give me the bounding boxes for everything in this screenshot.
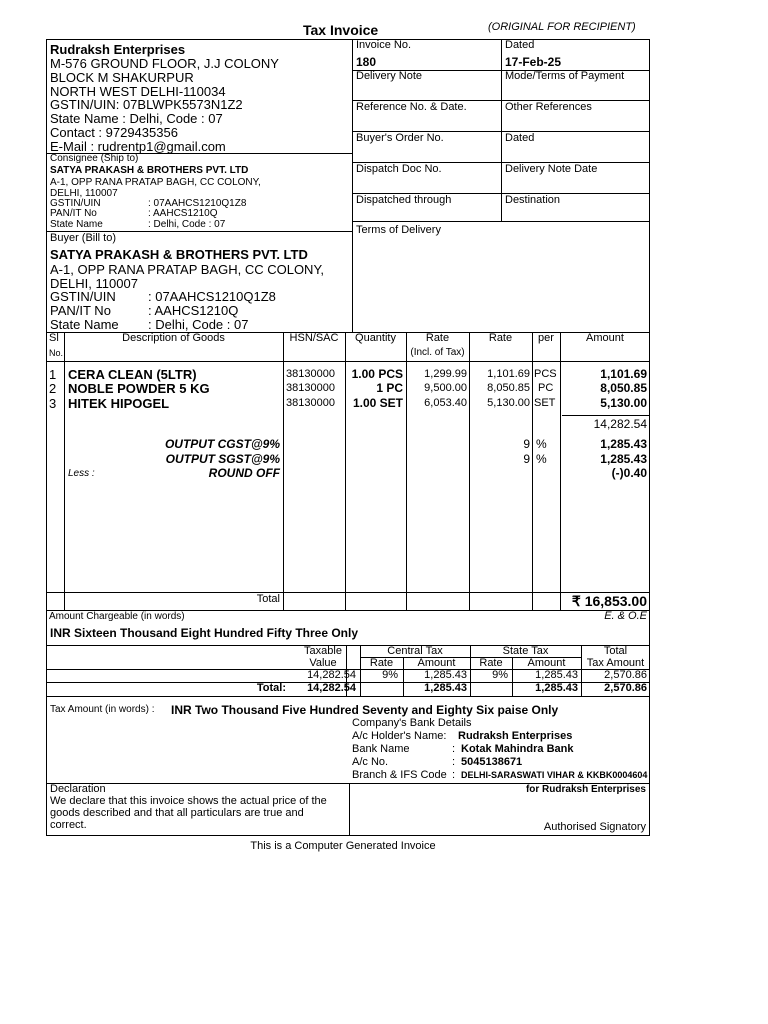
item-description: NOBLE POWDER 5 KG bbox=[68, 381, 210, 396]
taxable-header: Taxable bbox=[304, 645, 342, 657]
round-off-label: ROUND OFF bbox=[208, 466, 280, 480]
amount-words: INR Sixteen Thousand Eight Hundred Fifty Three Only bbox=[50, 626, 359, 640]
total-amount: ₹ 16,853.00 bbox=[571, 593, 647, 609]
consignee-state: : Delhi, Code : 07 bbox=[148, 219, 226, 230]
branch-label: Branch & IFS Code bbox=[352, 769, 447, 781]
signatory-for: for Rudraksh Enterprises bbox=[525, 784, 646, 795]
item-per: PCS bbox=[534, 368, 557, 380]
buyer-gstin-label: GSTIN/UIN bbox=[50, 289, 116, 304]
state-amount-header: Amount bbox=[527, 657, 566, 669]
mode-terms-label: Mode/Terms of Payment bbox=[505, 70, 625, 82]
buyer-state-label: State Name bbox=[50, 317, 119, 332]
consignee-pan-label: PAN/IT No bbox=[50, 208, 97, 219]
eoe-label: E. & O.E bbox=[604, 610, 647, 622]
ac-no: 5045138671 bbox=[461, 756, 523, 768]
invoice-no-label: Invoice No. bbox=[356, 39, 412, 51]
state-rate-header: Rate bbox=[479, 657, 503, 669]
round-off-amount: (-)0.40 bbox=[611, 466, 647, 480]
consignee-name: SATYA PRAKASH & BROTHERS PVT. LTD bbox=[50, 165, 249, 176]
declaration-text: We declare that this invoice shows the actual price of the bbox=[50, 795, 327, 807]
sgst-per: % bbox=[536, 452, 547, 466]
divider bbox=[352, 39, 353, 332]
divider bbox=[349, 783, 350, 836]
summary-total-central: 1,285.43 bbox=[424, 682, 467, 694]
declaration-text: correct. bbox=[50, 819, 87, 831]
item-quantity: 1 PC bbox=[376, 381, 403, 395]
buyer-name: SATYA PRAKASH & BROTHERS PVT. LTD bbox=[50, 247, 308, 262]
summary-total-state: 1,285.43 bbox=[535, 682, 578, 694]
seller-name: Rudraksh Enterprises bbox=[50, 42, 186, 57]
item-hsn: 38130000 bbox=[286, 397, 335, 409]
buyer-gstin: : 07AAHCS1210Q1Z8 bbox=[148, 289, 276, 304]
authorised-signatory: Authorised Signatory bbox=[543, 821, 646, 833]
col-quantity: Quantity bbox=[355, 332, 396, 344]
bank-name: Kotak Mahindra Bank bbox=[461, 743, 574, 755]
item-quantity: 1.00 SET bbox=[352, 396, 403, 410]
total-tax-header: Total bbox=[603, 645, 628, 657]
item-hsn: 38130000 bbox=[286, 368, 335, 380]
item-amount: 8,050.85 bbox=[600, 381, 647, 395]
amount-words-label: Amount Chargeable (in words) bbox=[49, 611, 185, 622]
document-title: Tax Invoice bbox=[303, 22, 379, 38]
seller-address-line: BLOCK M SHAKURPUR bbox=[50, 70, 194, 85]
item-rate: 5,130.00 bbox=[487, 397, 530, 409]
summary-total-label: Total: bbox=[256, 682, 286, 694]
divider bbox=[532, 332, 533, 610]
seller-state: State Name : Delhi, Code : 07 bbox=[50, 111, 223, 126]
item-hsn: 38130000 bbox=[286, 382, 335, 394]
col-per: per bbox=[538, 332, 554, 344]
sgst-amount: 1,285.43 bbox=[600, 452, 647, 466]
item-description: HITEK HIPOGEL bbox=[68, 396, 170, 411]
summary-state-amount: 1,285.43 bbox=[535, 669, 578, 681]
delivery-note-date-label: Delivery Note Date bbox=[505, 163, 598, 175]
footer-note: This is a Computer Generated Invoice bbox=[250, 840, 436, 852]
destination-label: Destination bbox=[505, 194, 561, 206]
central-tax-header: Central Tax bbox=[387, 645, 443, 657]
divider bbox=[352, 221, 650, 222]
item-rate-incl: 9,500.00 bbox=[424, 382, 467, 394]
consignee-state-label: State Name bbox=[50, 219, 103, 230]
item-amount: 1,101.69 bbox=[600, 367, 647, 381]
buyers-order-label: Buyer's Order No. bbox=[356, 132, 444, 144]
seller-address-line: NORTH WEST DELHI-110034 bbox=[50, 84, 226, 99]
central-rate-header: Rate bbox=[369, 657, 394, 669]
sgst-label: OUTPUT SGST@9% bbox=[165, 452, 280, 466]
item-per: PC bbox=[538, 382, 554, 394]
delivery-note-label: Delivery Note bbox=[356, 70, 423, 82]
less-label: Less : bbox=[68, 468, 95, 479]
col-description: Description of Goods bbox=[122, 332, 225, 344]
cgst-per: % bbox=[536, 437, 547, 451]
terms-of-delivery-label: Terms of Delivery bbox=[356, 224, 441, 236]
ac-no-label: A/c No. bbox=[352, 756, 389, 768]
sgst-rate: 9 bbox=[523, 452, 530, 466]
item-description: CERA CLEAN (5LTR) bbox=[68, 367, 197, 382]
seller-gstin: GSTIN/UIN: 07BLWPK5573N1Z2 bbox=[50, 97, 243, 112]
buyer-address: DELHI, 110007 bbox=[50, 276, 138, 291]
reference-label: Reference No. & Date. bbox=[356, 101, 467, 113]
bank-name-label: Bank Name bbox=[352, 743, 410, 755]
col-rate: Rate bbox=[488, 332, 513, 344]
cgst-label: OUTPUT CGST@9% bbox=[164, 437, 280, 451]
branch-ifs: DELHI-SARASWATI VIHAR & KKBK0004604 bbox=[461, 770, 648, 780]
summary-taxable: 14,282.54 bbox=[307, 669, 356, 681]
buyer-pan: : AAHCS1210Q bbox=[148, 303, 239, 318]
summary-total-taxable: 14,282.54 bbox=[307, 682, 356, 694]
divider bbox=[46, 696, 650, 697]
total-tax-header-2: Tax Amount bbox=[586, 657, 645, 669]
colon: : bbox=[452, 743, 456, 755]
summary-total-tax: 2,570.86 bbox=[604, 682, 647, 694]
other-references-label: Other References bbox=[505, 101, 592, 113]
col-rate-incl-sub: (Incl. of Tax) bbox=[410, 347, 465, 358]
colon: : bbox=[452, 769, 456, 781]
item-quantity: 1.00 PCS bbox=[351, 367, 403, 381]
seller-contact: Contact : 9729435356 bbox=[50, 125, 178, 140]
cgst-rate: 9 bbox=[523, 437, 530, 451]
consignee-address: A-1, OPP RANA PRATAP BAGH, CC COLONY, bbox=[50, 177, 261, 188]
col-hsn: HSN/SAC bbox=[289, 332, 339, 344]
tax-words-label: Tax Amount (in words) : bbox=[50, 704, 155, 715]
item-rate: 1,101.69 bbox=[487, 368, 530, 380]
buyer-label: Buyer (Bill to) bbox=[50, 232, 117, 244]
item-rate-incl: 6,053.40 bbox=[424, 397, 467, 409]
seller-email: E-Mail : rudrentp1@gmail.com bbox=[50, 139, 226, 154]
taxable-header-2: Value bbox=[309, 657, 337, 669]
summary-central-rate: 9% bbox=[382, 669, 398, 681]
item-sl: 1 bbox=[49, 367, 57, 382]
buyer-pan-label: PAN/IT No bbox=[50, 303, 111, 318]
dispatch-doc-label: Dispatch Doc No. bbox=[356, 163, 442, 175]
colon: : bbox=[452, 756, 456, 768]
copy-label: (ORIGINAL FOR RECIPIENT) bbox=[488, 21, 636, 33]
consignee-gstin-label: GSTIN/UIN bbox=[50, 198, 101, 209]
consignee-address: DELHI, 110007 bbox=[50, 188, 118, 199]
declaration-title: Declaration bbox=[50, 783, 106, 795]
ac-holder-label: A/c Holder's Name: bbox=[352, 730, 447, 742]
buyer-address: A-1, OPP RANA PRATAP BAGH, CC COLONY, bbox=[50, 262, 325, 277]
bank-details-title: Company's Bank Details bbox=[352, 717, 472, 729]
divider bbox=[283, 332, 284, 610]
summary-total: 2,570.86 bbox=[604, 669, 647, 681]
consignee-pan: : AAHCS1210Q bbox=[148, 208, 218, 219]
item-per: SET bbox=[534, 397, 556, 409]
col-rate-incl: Rate bbox=[425, 332, 450, 344]
tax-words: INR Two Thousand Five Hundred Seventy and Eighty Six paise Only bbox=[171, 703, 559, 717]
summary-state-rate: 9% bbox=[492, 669, 508, 681]
subtotal-amount: 14,282.54 bbox=[593, 417, 647, 431]
divider bbox=[562, 415, 650, 416]
invoice-no: 180 bbox=[356, 55, 377, 69]
dated-label: Dated bbox=[505, 39, 535, 51]
cgst-amount: 1,285.43 bbox=[600, 437, 647, 451]
item-rate: 8,050.85 bbox=[487, 382, 530, 394]
buyer-state: : Delhi, Code : 07 bbox=[148, 317, 249, 332]
col-amount: Amount bbox=[586, 332, 624, 344]
summary-central-amount: 1,285.43 bbox=[424, 669, 467, 681]
central-amount-header: Amount bbox=[417, 657, 456, 669]
consignee-label: Consignee (Ship to) bbox=[50, 153, 139, 164]
state-tax-header: State Tax bbox=[502, 645, 549, 657]
item-sl: 2 bbox=[49, 381, 57, 396]
dispatched-through-label: Dispatched through bbox=[356, 194, 452, 206]
consignee-gstin: : 07AAHCS1210Q1Z8 bbox=[148, 198, 247, 209]
total-label: Total bbox=[256, 593, 280, 605]
invoice-date: 17-Feb-25 bbox=[505, 55, 562, 69]
item-rate-incl: 1,299.99 bbox=[424, 368, 467, 380]
declaration-text: goods described and that all particulars are true and bbox=[50, 807, 304, 819]
seller-address-line: M-576 GROUND FLOOR, J.J COLONY bbox=[50, 56, 279, 71]
ac-holder: Rudraksh Enterprises bbox=[458, 730, 573, 742]
col-no: No. bbox=[49, 348, 64, 358]
col-sl: Sl bbox=[49, 332, 59, 344]
item-sl: 3 bbox=[49, 396, 57, 411]
item-amount: 5,130.00 bbox=[600, 396, 647, 410]
order-dated-label: Dated bbox=[505, 132, 535, 144]
